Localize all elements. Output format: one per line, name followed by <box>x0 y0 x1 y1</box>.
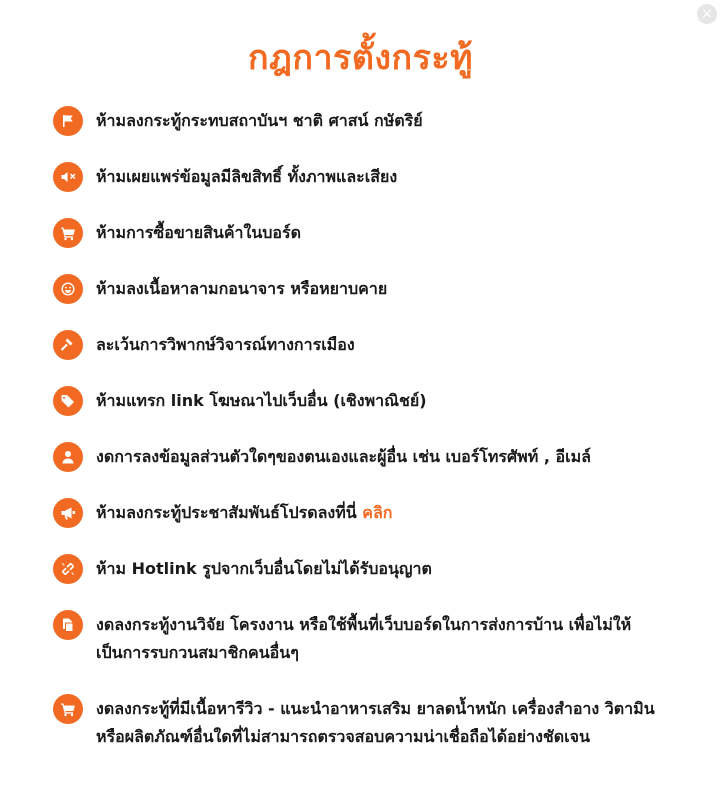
copy-icon <box>53 610 83 640</box>
rule-text: งดลงกระทู้งานวิจัย โครงงาน หรือใช้พื้นที่เว็บบอร์ดในการส่งการบ้าน เพื่อไม่ให้เป็นการรบกวนสมาชิกคนอื่นๆ <box>96 615 632 662</box>
rule-text: ห้าม Hotlink รูปจากเว็บอื่นโดยไม่ได้รับอนุญาต <box>96 559 432 578</box>
rule-item <box>53 386 683 416</box>
rule-item <box>53 218 683 248</box>
rule-item <box>53 442 683 472</box>
close-icon[interactable]: × <box>701 6 713 22</box>
close-button[interactable] <box>697 4 717 24</box>
flag-icon <box>53 106 83 136</box>
click-here-link[interactable]: คลิก <box>362 503 393 522</box>
megaphone-icon <box>53 498 83 528</box>
rule-text: ห้ามการซื้อขายสินค้าในบอร์ด <box>96 223 301 242</box>
rule-item <box>53 554 683 584</box>
rule-text: ละเว้นการวิพากษ์วิจารณ์ทางการเมือง <box>96 335 355 354</box>
tag-icon <box>53 386 83 416</box>
smile-icon <box>53 274 83 304</box>
rule-text: ห้ามลงเนื้อหาลามกอนาจาร หรือหยาบคาย <box>96 279 388 298</box>
rule-item <box>53 274 683 304</box>
rule-text: ห้ามเผยแพร่ข้อมูลมีลิขสิทธิ์ ทั้งภาพและเสียง <box>96 167 398 186</box>
rule-text: งดลงกระทู้ที่มีเนื้อหารีวิว - แนะนำอาหารเสริม ยาลดน้ำหนัก เครื่องสำอาง วิตามิน หรือผลิตภัณฑ์อื่นใดที่ไม่สามารถตรวจสอบความน่าเชื่อถือได้อย่างชัดเจน <box>96 699 655 746</box>
rule-item <box>53 610 683 667</box>
rule-text: ห้ามแทรก link โฆษณาไปเว็บอื่น (เชิงพาณิชย์) <box>96 391 427 410</box>
page-title: กฎการตั้งกระทู้ <box>247 38 474 78</box>
rule-item <box>53 330 683 360</box>
mute-icon <box>53 162 83 192</box>
rule-item <box>53 162 683 192</box>
rule-item <box>53 106 683 136</box>
user-icon <box>53 442 83 472</box>
rule-text-main: ห้ามลงกระทู้ประชาสัมพันธ์โปรดลงที่นี่ <box>96 503 357 522</box>
rule-item <box>53 694 683 751</box>
rule-text: ห้ามลงกระทู้กระทบสถาบันฯ ชาติ ศาสน์ กษัตริย์ <box>96 111 423 130</box>
broken-link-icon <box>53 554 83 584</box>
rule-text: งดการลงข้อมูลส่วนตัวใดๆของตนเองและผู้อื่น เช่น เบอร์โทรศัพท์ , อีเมล์ <box>96 447 591 466</box>
cart-icon <box>53 694 83 724</box>
rule-text <box>96 499 676 527</box>
rule-item <box>53 498 683 528</box>
cart-icon <box>53 218 83 248</box>
gavel-icon <box>53 330 83 360</box>
